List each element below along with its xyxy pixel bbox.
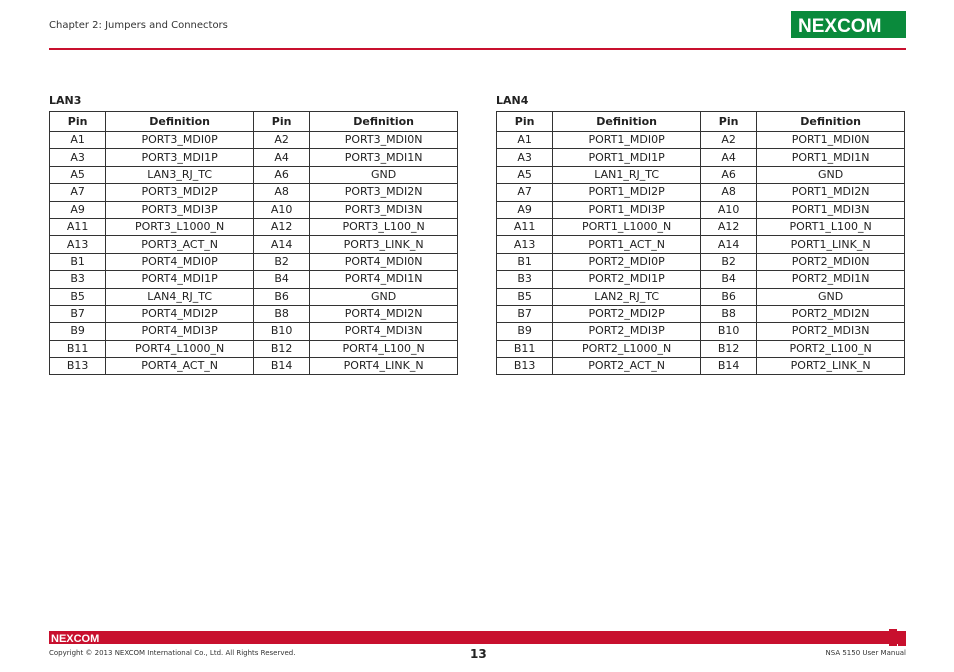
column-header: Pin — [253, 112, 309, 132]
manual-title: NSA 5150 User Manual — [825, 649, 906, 657]
definition-cell: LAN1_RJ_TC — [553, 166, 701, 183]
definition-cell: PORT2_ACT_N — [553, 358, 701, 375]
column-header: Pin — [497, 112, 553, 132]
pin-cell: A1 — [50, 132, 106, 149]
pin-cell: A1 — [497, 132, 553, 149]
definition-cell: PORT3_MDI1N — [310, 149, 458, 166]
pin-cell: B8 — [700, 305, 756, 322]
table-row — [50, 132, 458, 149]
definition-cell: PORT3_MDI1P — [106, 149, 254, 166]
table-row — [50, 253, 458, 270]
definition-cell: PORT3_MDI0P — [106, 132, 254, 149]
definition-cell: PORT3_L1000_N — [106, 218, 254, 235]
definition-cell: PORT4_LINK_N — [310, 358, 458, 375]
column-header: Definition — [553, 112, 701, 132]
pin-cell: A2 — [700, 132, 756, 149]
pin-cell: A10 — [700, 201, 756, 218]
pin-cell: B4 — [253, 271, 309, 288]
table-row — [50, 184, 458, 201]
definition-cell: PORT3_LINK_N — [310, 236, 458, 253]
definition-cell: PORT3_MDI3P — [106, 201, 254, 218]
pin-cell: B9 — [50, 323, 106, 340]
pin-cell: B13 — [50, 358, 106, 375]
definition-cell: GND — [757, 288, 905, 305]
pin-cell: B11 — [50, 340, 106, 357]
definition-cell: PORT1_MDI1P — [553, 149, 701, 166]
nexcom-logo — [791, 11, 906, 38]
pin-cell: B12 — [700, 340, 756, 357]
table-row — [50, 288, 458, 305]
column-header: Definition — [310, 112, 458, 132]
table-header-row — [497, 112, 905, 132]
table-row — [50, 271, 458, 288]
pin-cell: A6 — [700, 166, 756, 183]
table-row — [497, 166, 905, 183]
pin-cell: A8 — [700, 184, 756, 201]
table-row — [50, 201, 458, 218]
pin-cell: A3 — [497, 149, 553, 166]
definition-cell: PORT2_MDI1N — [757, 271, 905, 288]
pin-cell: B14 — [700, 358, 756, 375]
pin-cell: B2 — [253, 253, 309, 270]
definition-cell: LAN4_RJ_TC — [106, 288, 254, 305]
definition-cell: PORT4_MDI2N — [310, 305, 458, 322]
definition-cell: PORT1_MDI3P — [553, 201, 701, 218]
footer-logo-mark — [51, 631, 111, 644]
pin-cell: B13 — [497, 358, 553, 375]
definition-cell: GND — [310, 166, 458, 183]
lan4-table — [496, 111, 905, 375]
table-header-row — [50, 112, 458, 132]
table-row — [50, 149, 458, 166]
table-row — [497, 288, 905, 305]
table-row — [497, 201, 905, 218]
definition-cell: PORT1_MDI3N — [757, 201, 905, 218]
pin-cell: B1 — [50, 253, 106, 270]
pin-cell: B10 — [700, 323, 756, 340]
definition-cell: PORT2_MDI2N — [757, 305, 905, 322]
pin-cell: A6 — [253, 166, 309, 183]
definition-cell: PORT4_ACT_N — [106, 358, 254, 375]
pin-cell: B1 — [497, 253, 553, 270]
definition-cell: PORT2_LINK_N — [757, 358, 905, 375]
pin-cell: A9 — [50, 201, 106, 218]
definition-cell: PORT1_MDI2P — [553, 184, 701, 201]
definition-cell: PORT4_MDI2P — [106, 305, 254, 322]
footer-logo-text: NEXCOM — [51, 633, 100, 644]
table-row — [50, 358, 458, 375]
pin-cell: B5 — [50, 288, 106, 305]
pin-cell: A11 — [497, 218, 553, 235]
definition-cell: PORT1_MDI0P — [553, 132, 701, 149]
definition-cell: PORT1_LINK_N — [757, 236, 905, 253]
definition-cell: PORT4_L1000_N — [106, 340, 254, 357]
pin-cell: A4 — [253, 149, 309, 166]
table-row — [497, 218, 905, 235]
table-row — [497, 253, 905, 270]
table-row — [497, 340, 905, 357]
definition-cell: PORT1_L100_N — [757, 218, 905, 235]
definition-cell: PORT2_L1000_N — [553, 340, 701, 357]
definition-cell: PORT2_MDI3N — [757, 323, 905, 340]
pin-cell: B2 — [700, 253, 756, 270]
pin-cell: B4 — [700, 271, 756, 288]
pin-cell: A2 — [253, 132, 309, 149]
definition-cell: GND — [310, 288, 458, 305]
column-header: Pin — [50, 112, 106, 132]
table-row — [497, 149, 905, 166]
table-row — [50, 323, 458, 340]
pin-cell: A12 — [700, 218, 756, 235]
definition-cell: PORT2_MDI1P — [553, 271, 701, 288]
pin-cell: A13 — [50, 236, 106, 253]
table-row — [50, 305, 458, 322]
pin-cell: B3 — [50, 271, 106, 288]
pin-cell: B8 — [253, 305, 309, 322]
pin-cell: A13 — [497, 236, 553, 253]
pin-cell: A9 — [497, 201, 553, 218]
header-rule — [49, 48, 906, 50]
definition-cell: PORT2_MDI0P — [553, 253, 701, 270]
column-header: Definition — [106, 112, 254, 132]
definition-cell: PORT1_ACT_N — [553, 236, 701, 253]
column-header: Definition — [757, 112, 905, 132]
definition-cell: PORT1_MDI2N — [757, 184, 905, 201]
pin-cell: B12 — [253, 340, 309, 357]
copyright-text: Copyright © 2013 NEXCOM International Co., Ltd. All Rights Reserved. — [49, 649, 296, 657]
lan4-title: LAN4 — [496, 94, 529, 107]
pin-cell: A7 — [50, 184, 106, 201]
pin-cell: A7 — [497, 184, 553, 201]
table-row — [50, 236, 458, 253]
lan3-section — [49, 94, 458, 375]
table-row — [497, 271, 905, 288]
pin-cell: A12 — [253, 218, 309, 235]
definition-cell: PORT2_MDI2P — [553, 305, 701, 322]
definition-cell: PORT4_MDI1N — [310, 271, 458, 288]
pin-cell: A14 — [700, 236, 756, 253]
pin-cell: A11 — [50, 218, 106, 235]
pin-cell: A8 — [253, 184, 309, 201]
pin-cell: B14 — [253, 358, 309, 375]
table-row — [50, 218, 458, 235]
table-row — [497, 358, 905, 375]
pin-cell: A4 — [700, 149, 756, 166]
pin-cell: B9 — [497, 323, 553, 340]
definition-cell: PORT1_L1000_N — [553, 218, 701, 235]
footer-logo — [51, 631, 111, 644]
pin-cell: A5 — [50, 166, 106, 183]
nexcom-logo-mark — [794, 13, 904, 37]
pin-cell: B11 — [497, 340, 553, 357]
lan3-title: LAN3 — [49, 94, 82, 107]
footer-bar — [49, 631, 906, 644]
definition-cell: LAN3_RJ_TC — [106, 166, 254, 183]
pin-cell: B6 — [253, 288, 309, 305]
definition-cell: PORT3_ACT_N — [106, 236, 254, 253]
lan3-table — [49, 111, 458, 375]
definition-cell: GND — [757, 166, 905, 183]
definition-cell: PORT3_L100_N — [310, 218, 458, 235]
definition-cell: PORT3_MDI2P — [106, 184, 254, 201]
lan4-section — [496, 94, 905, 375]
pin-cell: A3 — [50, 149, 106, 166]
table-row — [50, 166, 458, 183]
definition-cell: PORT1_MDI1N — [757, 149, 905, 166]
logo-text: NEXCOM — [797, 15, 881, 37]
definition-cell: PORT3_MDI0N — [310, 132, 458, 149]
pin-cell: B7 — [50, 305, 106, 322]
definition-cell: PORT4_L100_N — [310, 340, 458, 357]
table-row — [497, 236, 905, 253]
definition-cell: PORT4_MDI3N — [310, 323, 458, 340]
definition-cell: PORT2_MDI3P — [553, 323, 701, 340]
chapter-title: Chapter 2: Jumpers and Connectors — [49, 20, 228, 31]
pin-cell: B3 — [497, 271, 553, 288]
pin-cell: A10 — [253, 201, 309, 218]
definition-cell: LAN2_RJ_TC — [553, 288, 701, 305]
table-row — [50, 340, 458, 357]
footer-squares-icon — [889, 629, 906, 646]
definition-cell: PORT4_MDI0N — [310, 253, 458, 270]
definition-cell: PORT3_MDI3N — [310, 201, 458, 218]
definition-cell: PORT2_MDI0N — [757, 253, 905, 270]
pin-cell: A14 — [253, 236, 309, 253]
pin-cell: B6 — [700, 288, 756, 305]
pin-cell: B5 — [497, 288, 553, 305]
definition-cell: PORT4_MDI1P — [106, 271, 254, 288]
pin-cell: B7 — [497, 305, 553, 322]
table-row — [497, 184, 905, 201]
pin-cell: B10 — [253, 323, 309, 340]
pin-cell: A5 — [497, 166, 553, 183]
table-row — [497, 323, 905, 340]
definition-cell: PORT2_L100_N — [757, 340, 905, 357]
page-number: 13 — [470, 647, 487, 661]
definition-cell: PORT4_MDI0P — [106, 253, 254, 270]
definition-cell: PORT1_MDI0N — [757, 132, 905, 149]
table-row — [497, 132, 905, 149]
definition-cell: PORT4_MDI3P — [106, 323, 254, 340]
definition-cell: PORT3_MDI2N — [310, 184, 458, 201]
column-header: Pin — [700, 112, 756, 132]
table-row — [497, 305, 905, 322]
